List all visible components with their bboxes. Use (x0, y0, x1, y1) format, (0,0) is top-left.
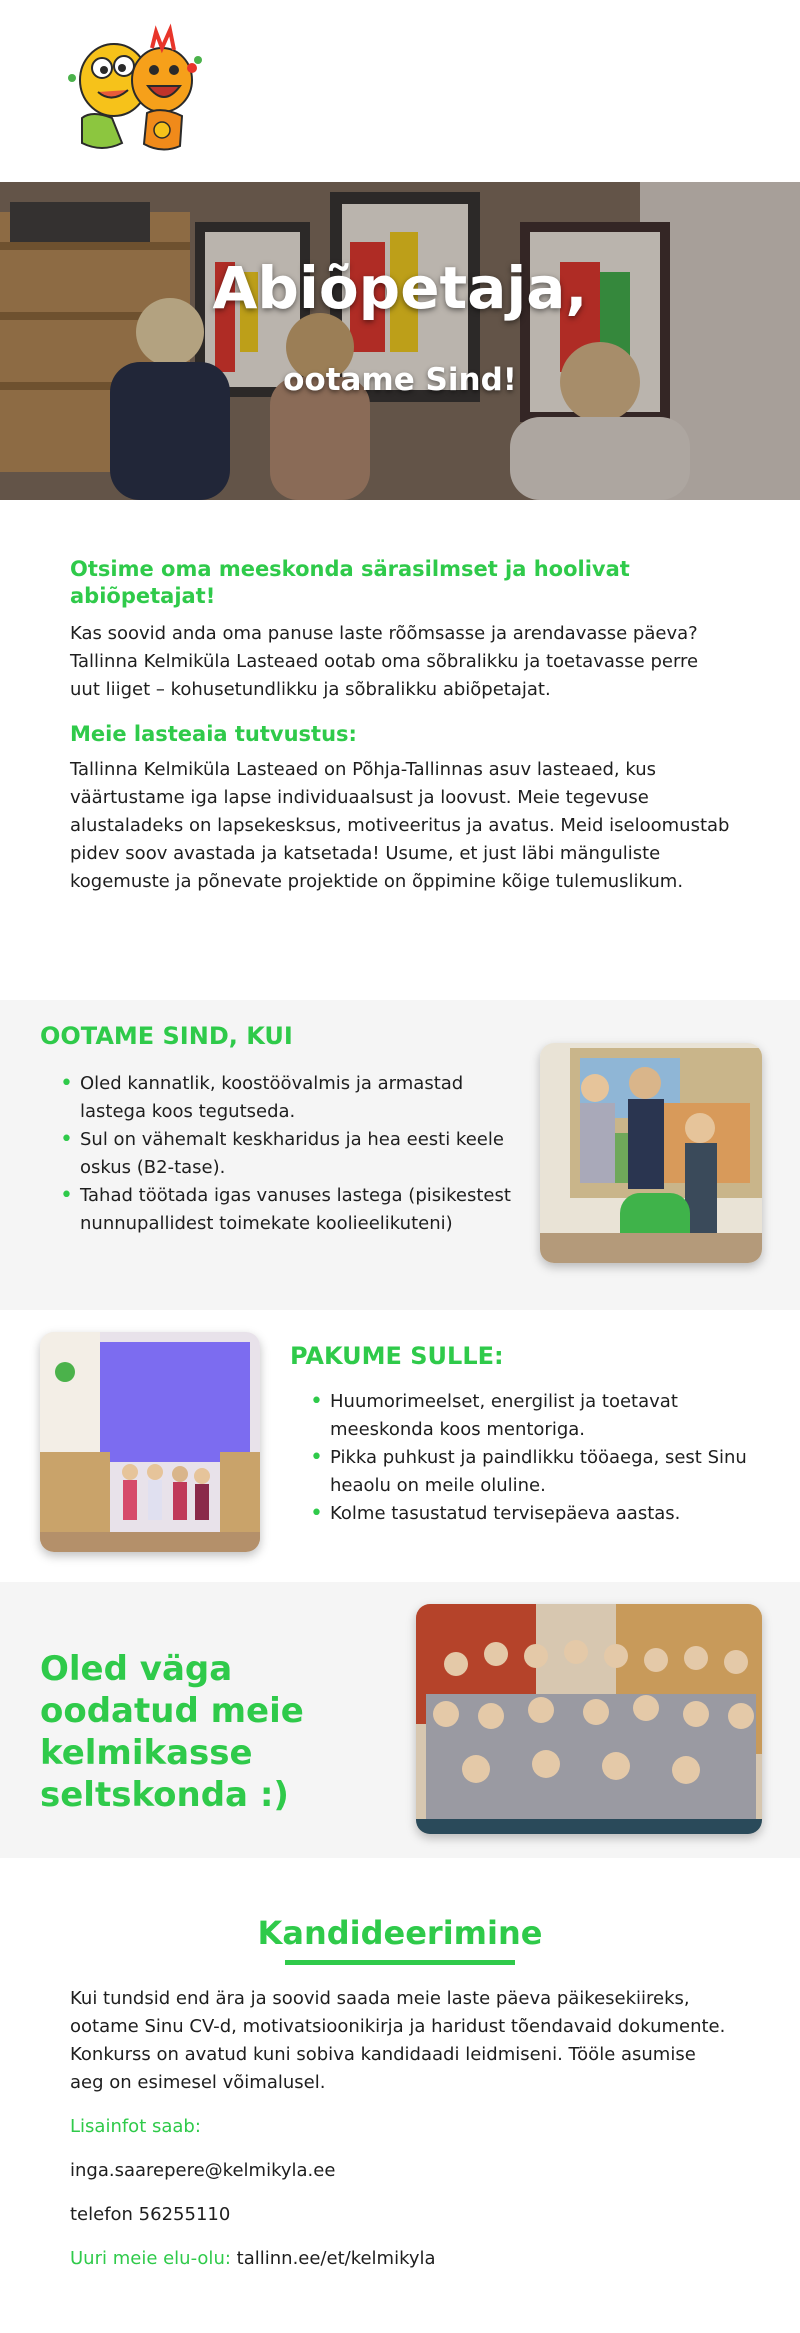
requirements-list (60, 1070, 520, 1238)
list-item: • Oled kannatlik, koostöövalmis ja armastad lastega koos tegutseda. (60, 1070, 520, 1126)
welcome-section (0, 1582, 800, 1858)
hero-subtitle: ootame Sind! (283, 362, 517, 398)
contact-email[interactable]: inga.saarepere@kelmikyla.ee (70, 2160, 336, 2181)
list-item: • Huumorimeelset, energilist ja toetavat meeskonda koos mentoriga. (310, 1388, 770, 1444)
intro-section (0, 500, 800, 1000)
life-label: Uuri meie elu-olu: (70, 2248, 231, 2269)
application-paragraph: Kui tundsid end ära ja soovid saada meie laste päeva päikesekiireks, ootame Sinu CV-d, motivatsioonikirja ja haridust tõendavaid dokumente. Konkurss on avatud kuni sobiva kandidaadi leidmiseni. Tööle asumise aeg on esimesel võimalusel. (70, 1988, 726, 2093)
list-item: • Sul on vähemalt keskharidus ja hea eesti keele oskus (B2-tase). (60, 1126, 520, 1182)
contact-phone: telefon 56255110 (70, 2204, 231, 2225)
requirements-section (0, 1000, 800, 1310)
kindergarten-mascots-logo[interactable] (52, 18, 212, 163)
requirements-heading: OOTAME SIND, KUI (40, 1022, 293, 1050)
intro-paragraph: Kas soovid anda oma panuse laste rõõmsasse ja arendavasse päeva? Tallinna Kelmiküla Lasteaed ootab oma sõbralikku ja toetavasse perre uut liiget – kohusetundlikku ja sõbralikku abiõpetajat. (70, 623, 699, 700)
info-label: Lisainfot saab: (70, 2116, 201, 2137)
application-section (0, 1858, 800, 2333)
children-stage-photo (40, 1332, 260, 1552)
welcome-heading: Oled väga oodatud meie kelmikasse seltskonda :) (40, 1649, 304, 1815)
life-link[interactable]: tallinn.ee/et/kelmikyla (236, 2248, 436, 2269)
team-photo (416, 1604, 762, 1834)
application-heading: Kandideerimine (257, 1914, 543, 1952)
about-heading: Meie lasteaia tutvustus: (70, 722, 357, 746)
hero-title: Abiõpetaja, (212, 254, 588, 322)
children-map-photo (540, 1043, 762, 1263)
intro-heading: Otsime oma meeskonda särasilmset ja hoolivat abiõpetajat! (70, 557, 630, 608)
benefits-section (0, 1310, 800, 1582)
about-paragraph: Tallinna Kelmiküla Lasteaed on Põhja-Tallinnas asuv lasteaed, kus väärtustame iga lapse individuaalsust ja loovust. Meie tegevuse alustaladeks on lapsekesksus, motiveeritus ja avatus. Meid iseloomustab pidev soov avastada ja katsetada! Usume, et just läbi mänguliste kogemuste ja põnevate projektide on õppimine kõige tulemuslikum. (70, 759, 730, 892)
benefits-list (310, 1388, 770, 1528)
life-line (70, 2245, 730, 2273)
heading-underline (285, 1960, 515, 1965)
list-item: • Pikka puhkust ja paindlikku tööaega, sest Sinu heaolu on meile oluline. (310, 1444, 770, 1500)
benefits-heading: PAKUME SULLE: (290, 1342, 504, 1370)
list-item: • Tahad töötada igas vanuses lastega (pisikestest nunnupallidest toimekate koolieelikuteni) (60, 1182, 520, 1238)
hero-overlay (0, 182, 800, 500)
list-item: • Kolme tasustatud tervisepäeva aastas. (310, 1500, 770, 1528)
site-header (0, 0, 800, 182)
hero-banner (0, 182, 800, 500)
